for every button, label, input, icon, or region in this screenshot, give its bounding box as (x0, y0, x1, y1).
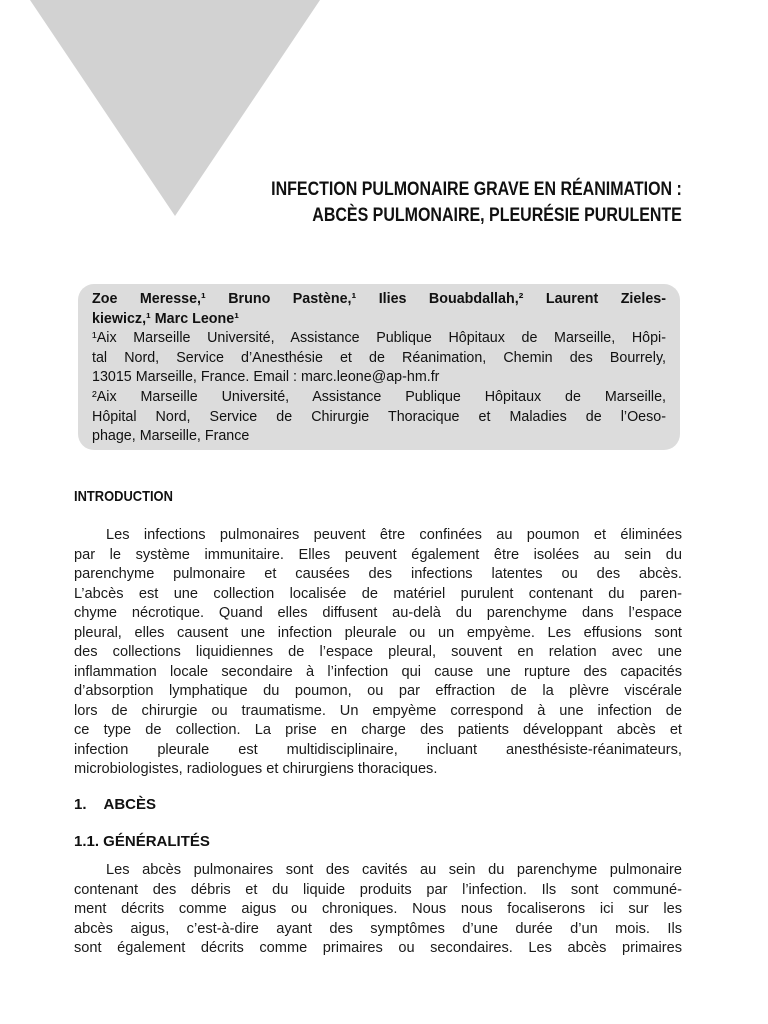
affiliation-2-line-3: phage, Marseille, France (92, 428, 250, 445)
page-title (271, 176, 682, 228)
authors-line-1: Zoe Meresse,¹ Bruno Pastène,¹ Ilies Bouabdallah,² Laurent Zieles- (92, 291, 666, 307)
paragraph-line: abcès aigus, c’est-à-dire ayant des symptômes d’une durée d’un mois. Ils (74, 920, 682, 937)
section-number: 1. (74, 796, 87, 813)
affiliation-2-line-2: Hôpital Nord, Service de Chirurgie Thoracique et Maladies de l’Oeso- (92, 408, 666, 425)
paragraph-line: pleural, elles causent une infection pleurale ou un empyème. Les effusions sont (74, 624, 682, 641)
paragraph-line: lors de chirurgie ou traumatisme. Un empyème correspond à une infection de (74, 702, 682, 719)
paragraph-line: des collections liquidiennes de l’espace pleural, souvent en relation avec une (74, 644, 682, 660)
affiliation-2-line-1: ²Aix Marseille Université, Assistance Publique Hôpitaux de Marseille, (92, 388, 666, 405)
affiliation-1-line-2: tal Nord, Service d’Anesthésie et de Réanimation, Chemin des Bourrely, (92, 349, 666, 366)
generalites-paragraph (74, 861, 682, 959)
title-line-1: INFECTION PULMONAIRE GRAVE EN RÉANIMATION : (271, 178, 682, 200)
paragraph-line: sont également décrits comme primaires ou secondaires. Les abcès primaires (74, 940, 682, 956)
authors-box (78, 284, 680, 450)
section-heading-abces (74, 796, 156, 813)
title-line-2: ABCÈS PULMONAIRE, PLEURÉSIE PURULENTE (312, 204, 682, 226)
paragraph-line: L’abcès est une collection localisée de matériel purulent contenant du paren- (74, 585, 682, 602)
authors-line-2: kiewicz,¹ Marc Leone¹ (92, 310, 239, 327)
paragraph-line: d’absorption lymphatique du poumon, ou par effraction de la plèvre viscérale (74, 683, 682, 699)
paragraph-line: contenant des débris et du liquide produits par l’infection. Ils sont communé- (74, 881, 682, 898)
paragraph-line: par le système immunitaire. Elles peuvent également être isolées au sein du (74, 546, 682, 563)
intro-paragraph (74, 526, 682, 780)
affiliation-1-line-1: ¹Aix Marseille Université, Assistance Publique Hôpitaux de Marseille, Hôpi- (92, 330, 666, 347)
paragraph-line: ment décrits comme aigus ou chroniques. Nous nous focaliserons ici sur les (74, 901, 682, 917)
paragraph-line: parenchyme pulmonaire et causées des infections latentes ou des abcès. (74, 566, 682, 582)
paragraph-line: chyme nécrotique. Quand elles diffusent au-delà du parenchyme dans l’espace (74, 605, 682, 621)
section-heading-introduction: INTRODUCTION (74, 488, 173, 505)
paragraph-line: inflammation locale secondaire à l’infection qui cause une rupture des capacités (74, 663, 682, 680)
paragraph-line: Les abcès pulmonaires sont des cavités au sein du parenchyme pulmonaire (106, 862, 682, 878)
paragraph-line: Les infections pulmonaires peuvent être confinées au poumon et éliminées (106, 527, 682, 543)
paragraph-line: infection pleurale est multidisciplinaire, incluant anesthésiste-réanimateurs, (74, 741, 682, 758)
paragraph-line: ce type de collection. La prise en charge des patients développant abcès et (74, 722, 682, 738)
paragraph-line: microbiologistes, radiologues et chirurgiens thoraciques. (74, 761, 438, 777)
subsection-heading-generalites: 1.1. GÉNÉRALITÉS (74, 833, 210, 850)
section-title: ABCÈS (103, 796, 157, 813)
affiliation-1-line-3: 13015 Marseille, France. Email : marc.leone@ap-hm.fr (92, 369, 440, 386)
